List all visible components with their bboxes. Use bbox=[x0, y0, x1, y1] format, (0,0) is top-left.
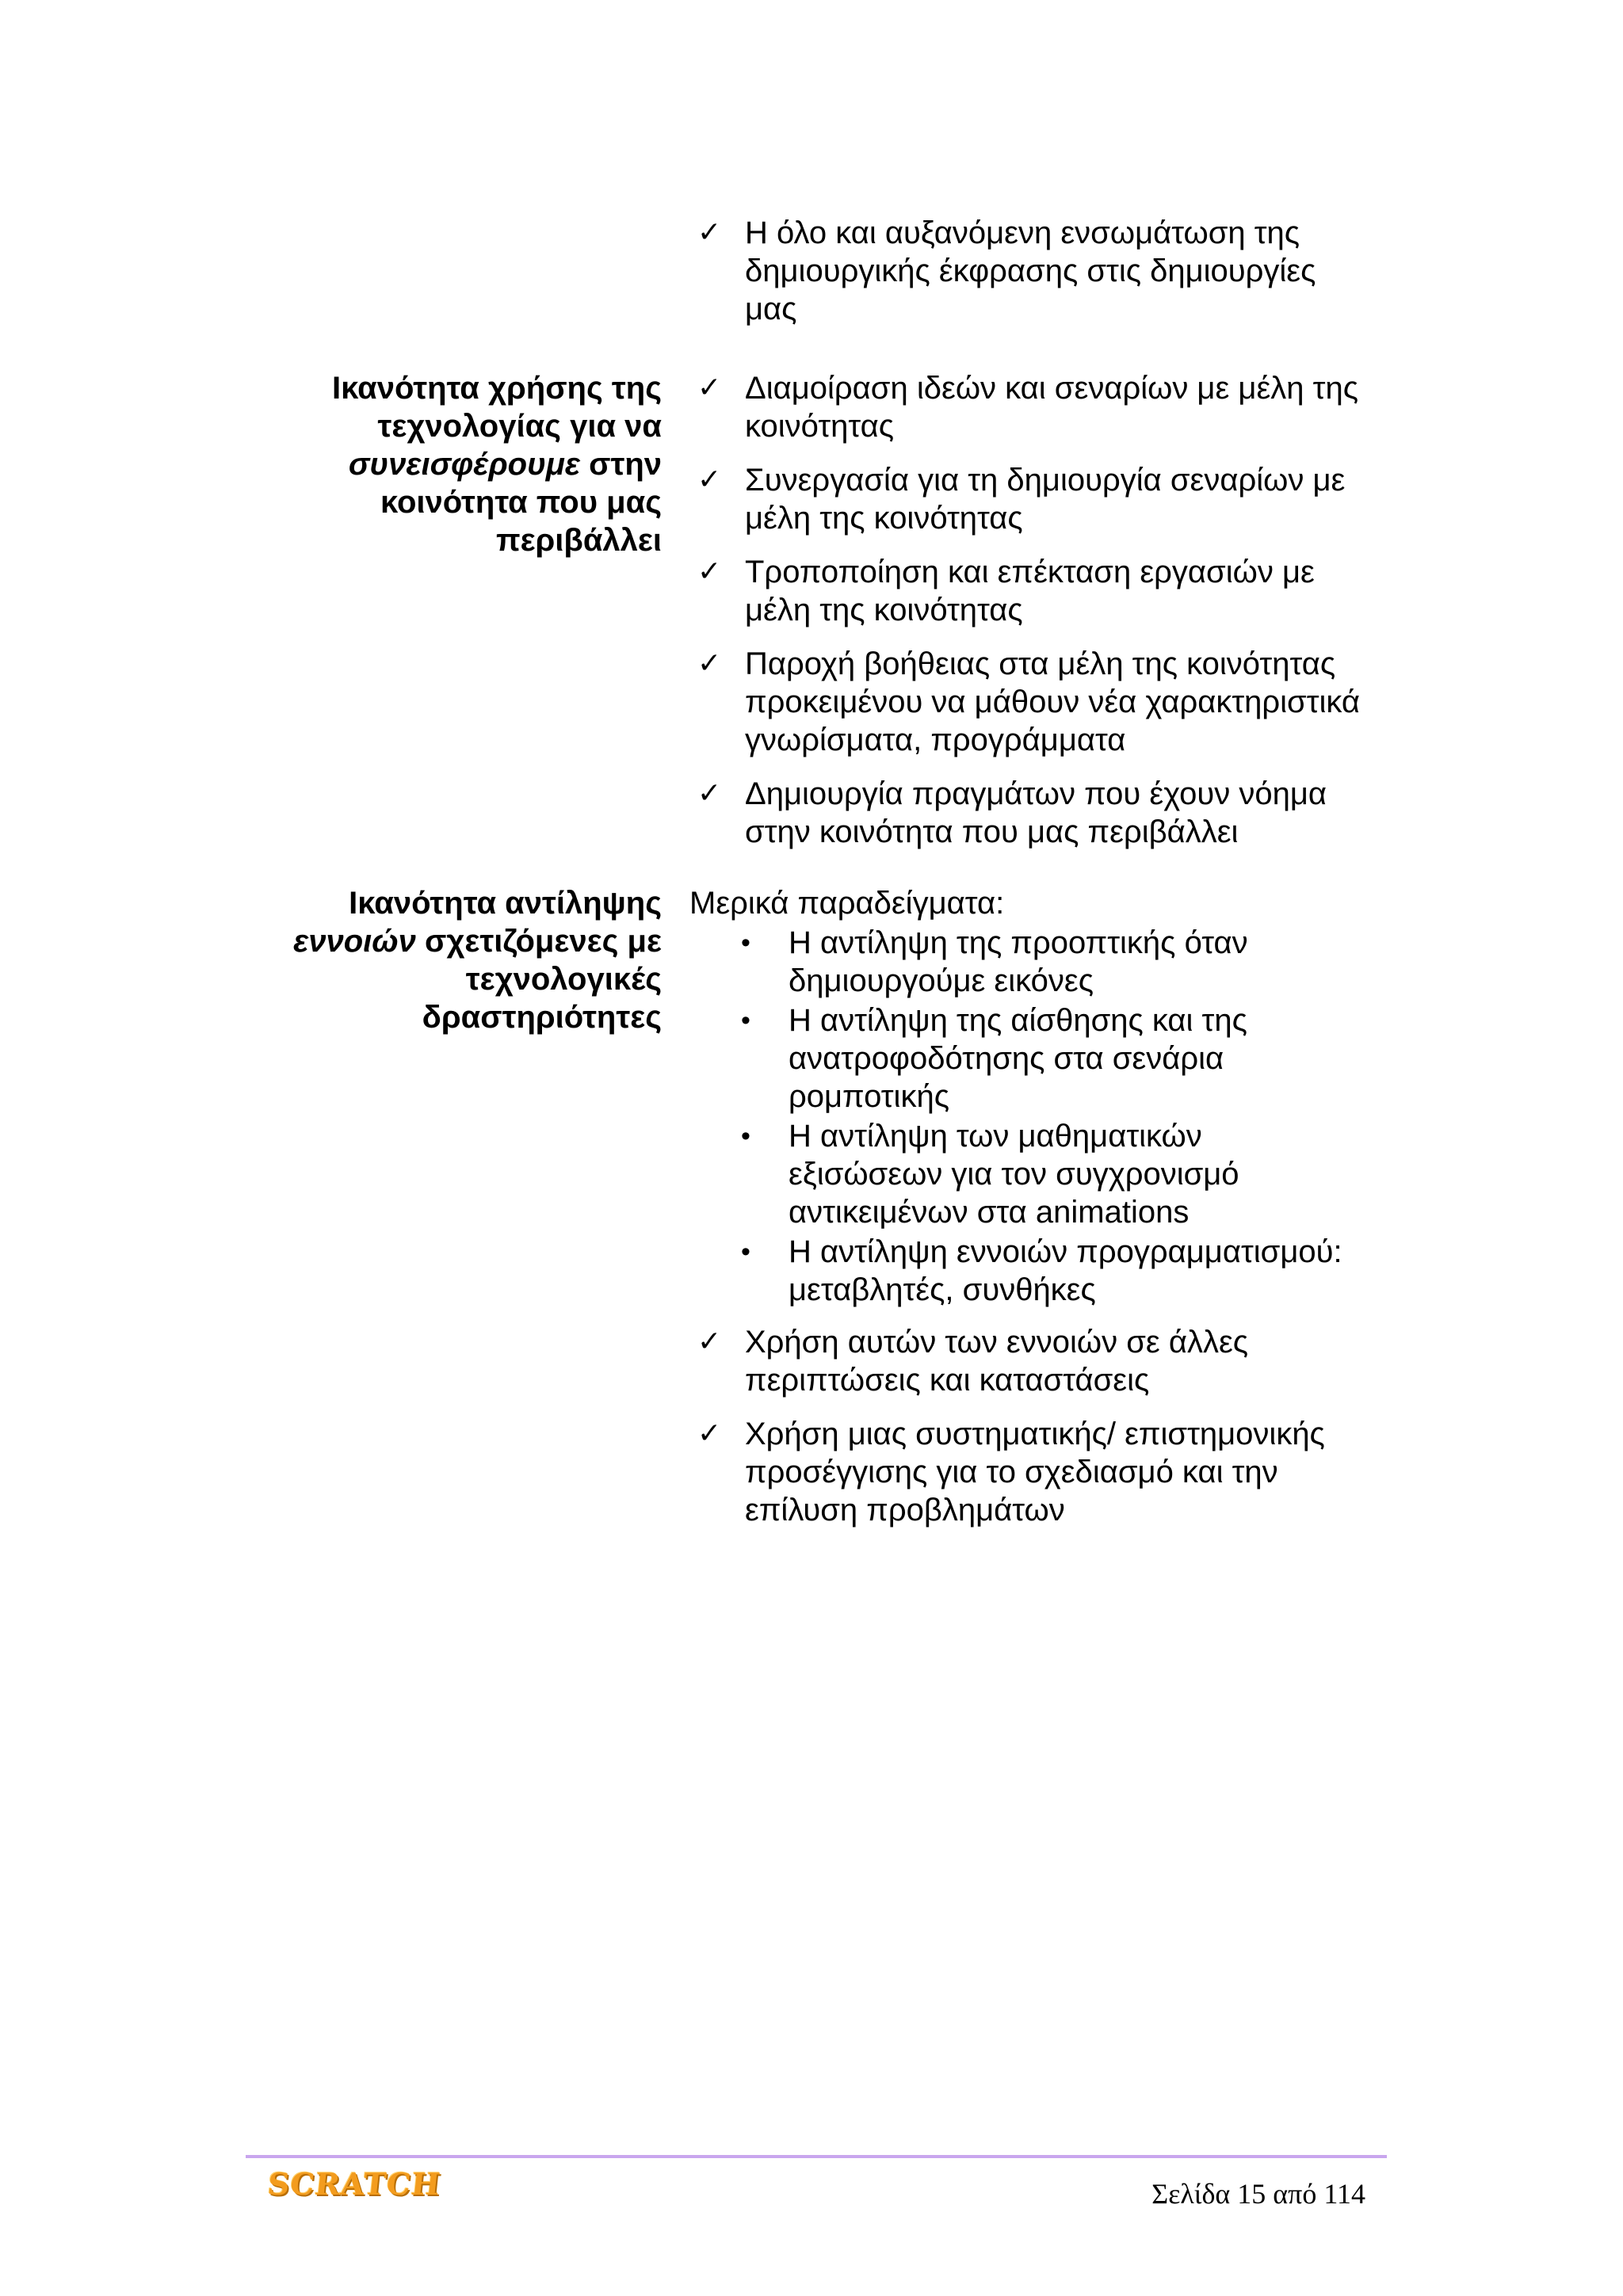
section-label-community: Ικανότητα χρήσης της τεχνολογίας για να συνεισφέρουμε στην κοινότητα που μας περιβάλλει bbox=[332, 371, 662, 558]
footer-rule bbox=[246, 2155, 1387, 2158]
item-line: δημιουργικής έκφρασης στις δημιουργίες bbox=[745, 254, 1316, 288]
bullet-icon: • bbox=[741, 1237, 750, 1267]
examples-intro: Μερικά παραδείγματα: bbox=[689, 886, 1005, 921]
checkmark-icon: ✓ bbox=[697, 216, 722, 249]
bullet-icon: • bbox=[741, 928, 750, 958]
scratch-logo: SCRATCH bbox=[265, 2166, 443, 2202]
checkmark-icon: ✓ bbox=[697, 372, 722, 404]
bullet-icon: • bbox=[741, 1005, 750, 1035]
item-line: μας bbox=[745, 292, 797, 326]
bullet-icon: • bbox=[741, 1121, 750, 1151]
checkmark-icon: ✓ bbox=[697, 555, 722, 588]
checkmark-icon: ✓ bbox=[697, 1417, 722, 1450]
checkmark-icon: ✓ bbox=[697, 647, 722, 680]
checkmark-icon: ✓ bbox=[697, 463, 722, 496]
section-label-concepts: Ικανότητα αντίληψης εννοιών σχετιζόμενες με τεχνολογικές δραστηριότητες bbox=[293, 886, 662, 1035]
item-line: Η όλο και αυξανόμενη ενσωμάτωση της bbox=[745, 215, 1300, 250]
page-number: Σελίδα 15 από 114 bbox=[1151, 2178, 1365, 2210]
checkmark-icon: ✓ bbox=[697, 777, 722, 810]
checkmark-icon: ✓ bbox=[697, 1325, 722, 1358]
